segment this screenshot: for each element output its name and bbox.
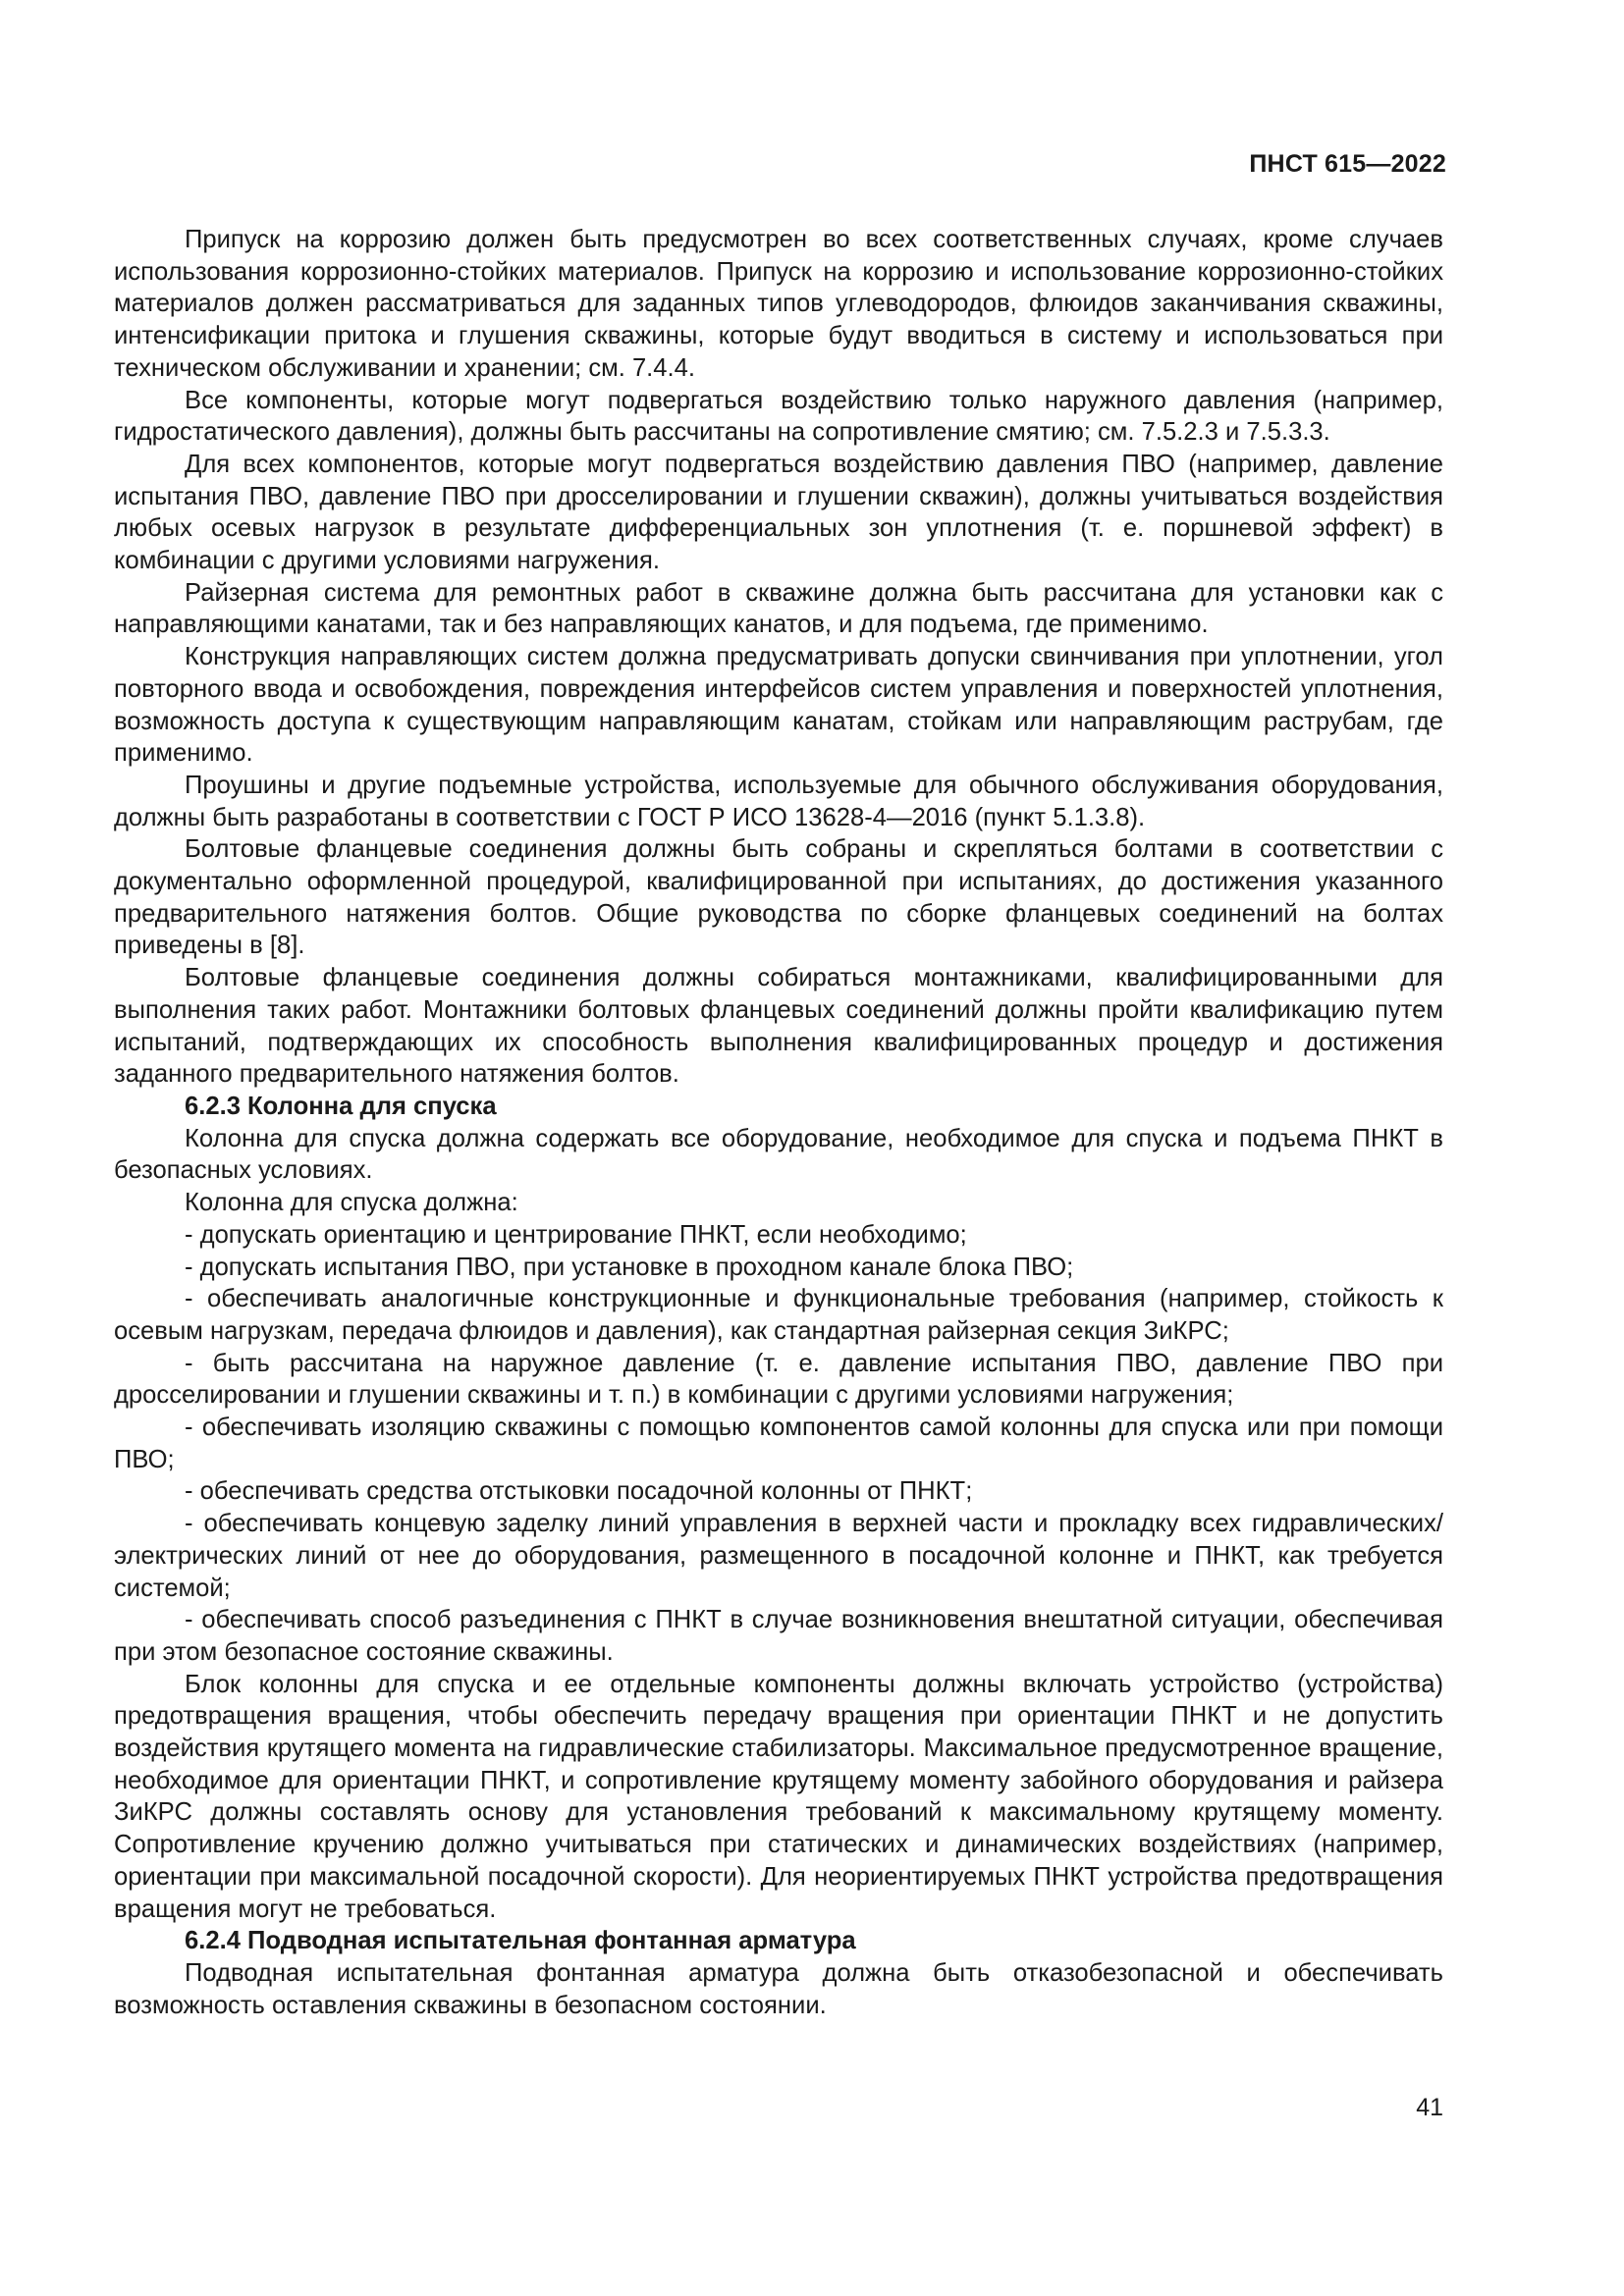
section-heading-6-2-3: 6.2.3 Колонна для спуска [185, 1092, 497, 1120]
paragraph: Колонна для спуска должна содержать все оборудование, необходимое для спуска и подъема ПНКТ в безопасных условиях. [114, 1124, 1443, 1185]
paragraph: Болтовые фланцевые соединения должны собираться монтажниками, квалифицированными для выполнения таких работ. Монтажники болтовых фланцевых соединений должны пройти квалификацию путем испытаний, подтверждающих их способность выполнения квалифицированных процедур и достижения заданного предварительного натяжения болтов. [114, 964, 1443, 1089]
paragraph: Конструкция направляющих систем должна предусматривать допуски свинчивания при уплотнении, угол повторного ввода и освобождения, повреждения интерфейсов систем управления и поверхностей уплотнения, возможность доступа к существующим направляющим канатам, стойкам или направляющим раструбам, где применимо. [114, 643, 1443, 768]
page-number: 41 [1416, 2094, 1443, 2121]
list-item: - допускать ориентацию и центрирование ПНКТ, если необходимо; [185, 1220, 967, 1249]
paragraph: Для всех компонентов, которые могут подвергаться воздействию давления ПВО (например, давление испытания ПВО, давление ПВО при дросселировании и глушении скважин), должны учитываться воздействия любых осевых нагрузок в результате дифференциальных зон уплотнения (т. е. поршневой эффект) в комбинации с другими условиями нагружения. [114, 450, 1443, 575]
paragraph: Болтовые фланцевые соединения должны быть собраны и скрепляться болтами в соответствии с документально оформленной процедурой, квалифицированной при испытаниях, до достижения указанного предварительного натяжения болтов. Общие руководства по сборке фланцевых соединений на болтах приведены в [8]. [114, 835, 1443, 960]
list-item: - обеспечивать концевую заделку линий управления в верхней части и прокладку всех гидравлических/электрических линий от нее до оборудования, размещенного в посадочной колонне и ПНКТ, как требуется системой; [114, 1510, 1443, 1602]
paragraph: Проушины и другие подъемные устройства, используемые для обычного обслуживания оборудования, должны быть разработаны в соответствии с ГОСТ Р ИСО 13628-4—2016 (пункт 5.1.3.8). [114, 771, 1443, 831]
paragraph: Райзерная система для ремонтных работ в скважине должна быть рассчитана для установки как с направляющими канатами, так и без направляющих канатов, и для подъема, где применимо. [114, 578, 1443, 639]
list-item: - быть рассчитана на наружное давление (т. е. давление испытания ПВО, давление ПВО при дросселировании и глушении скважины и т. п.) в комбинации с другими условиями нагружения; [114, 1349, 1443, 1410]
page-body [114, 224, 1443, 2021]
document-code: ПНСТ 615—2022 [1249, 150, 1446, 178]
list-item: - обеспечивать средства отстыковки посадочной колонны от ПНКТ; [185, 1477, 973, 1506]
list-item: - обеспечивать способ разъединения с ПНКТ в случае возникновения внештатной ситуации, обеспечивая при этом безопасное состояние скважины. [114, 1606, 1443, 1666]
paragraph: Блок колонны для спуска и ее отдельные компоненты должны включать устройство (устройства) предотвращения вращения, чтобы обеспечить передачу вращения при ориентации ПНКТ и не допустить воздействия крутящего момента на гидравлические стабилизаторы. Максимальное предусмотренное вращение, необходимое для ориентации ПНКТ, и сопротивление крутящему моменту забойного оборудования и райзера ЗиКРС должны составлять основу для установления требований к максимальному крутящему моменту. Сопротивление кручению должно учитываться при статических и динамических воздействиях (например, ориентации при максимальной посадочной скорости). Для неориентируемых ПНКТ устройства предотвращения вращения могут не требоваться. [114, 1670, 1443, 1923]
list-item: - обеспечивать изоляцию скважины с помощью компонентов самой колонны для спуска или при помощи ПВО; [114, 1414, 1443, 1473]
paragraph: Все компоненты, которые могут подвергаться воздействию только наружного давления (например, гидростатического давления), должны быть рассчитаны на сопротивление смятию; см. 7.5.2.3 и 7.5.3.3. [114, 386, 1443, 447]
list-item: - допускать испытания ПВО, при установке в проходном канале блока ПВО; [185, 1253, 1074, 1281]
paragraph: Припуск на коррозию должен быть предусмотрен во всех соответственных случаях, кроме случаев использования коррозионно-стойких материалов. Припуск на коррозию и использование коррозионно-стойких материалов должен рассматриваться для заданных типов углеводородов, флюидов заканчивания скважины, интенсификации притока и глушения скважины, которые будут вводиться в систему и использоваться при техническом обслуживании и хранении; см. 7.4.4. [114, 226, 1443, 382]
section-heading-6-2-4: 6.2.4 Подводная испытательная фонтанная арматура [185, 1927, 856, 1955]
list-item: - обеспечивать аналогичные конструкционные и функциональные требования (например, стойкость к осевым нагрузкам, передача флюидов и давления), как стандартная райзерная секция ЗиКРС; [114, 1285, 1443, 1345]
paragraph: Подводная испытательная фонтанная арматура должна быть отказобезопасной и обеспечивать возможность оставления скважины в безопасном состоянии. [114, 1958, 1443, 2019]
paragraph: Колонна для спуска должна: [185, 1189, 518, 1217]
